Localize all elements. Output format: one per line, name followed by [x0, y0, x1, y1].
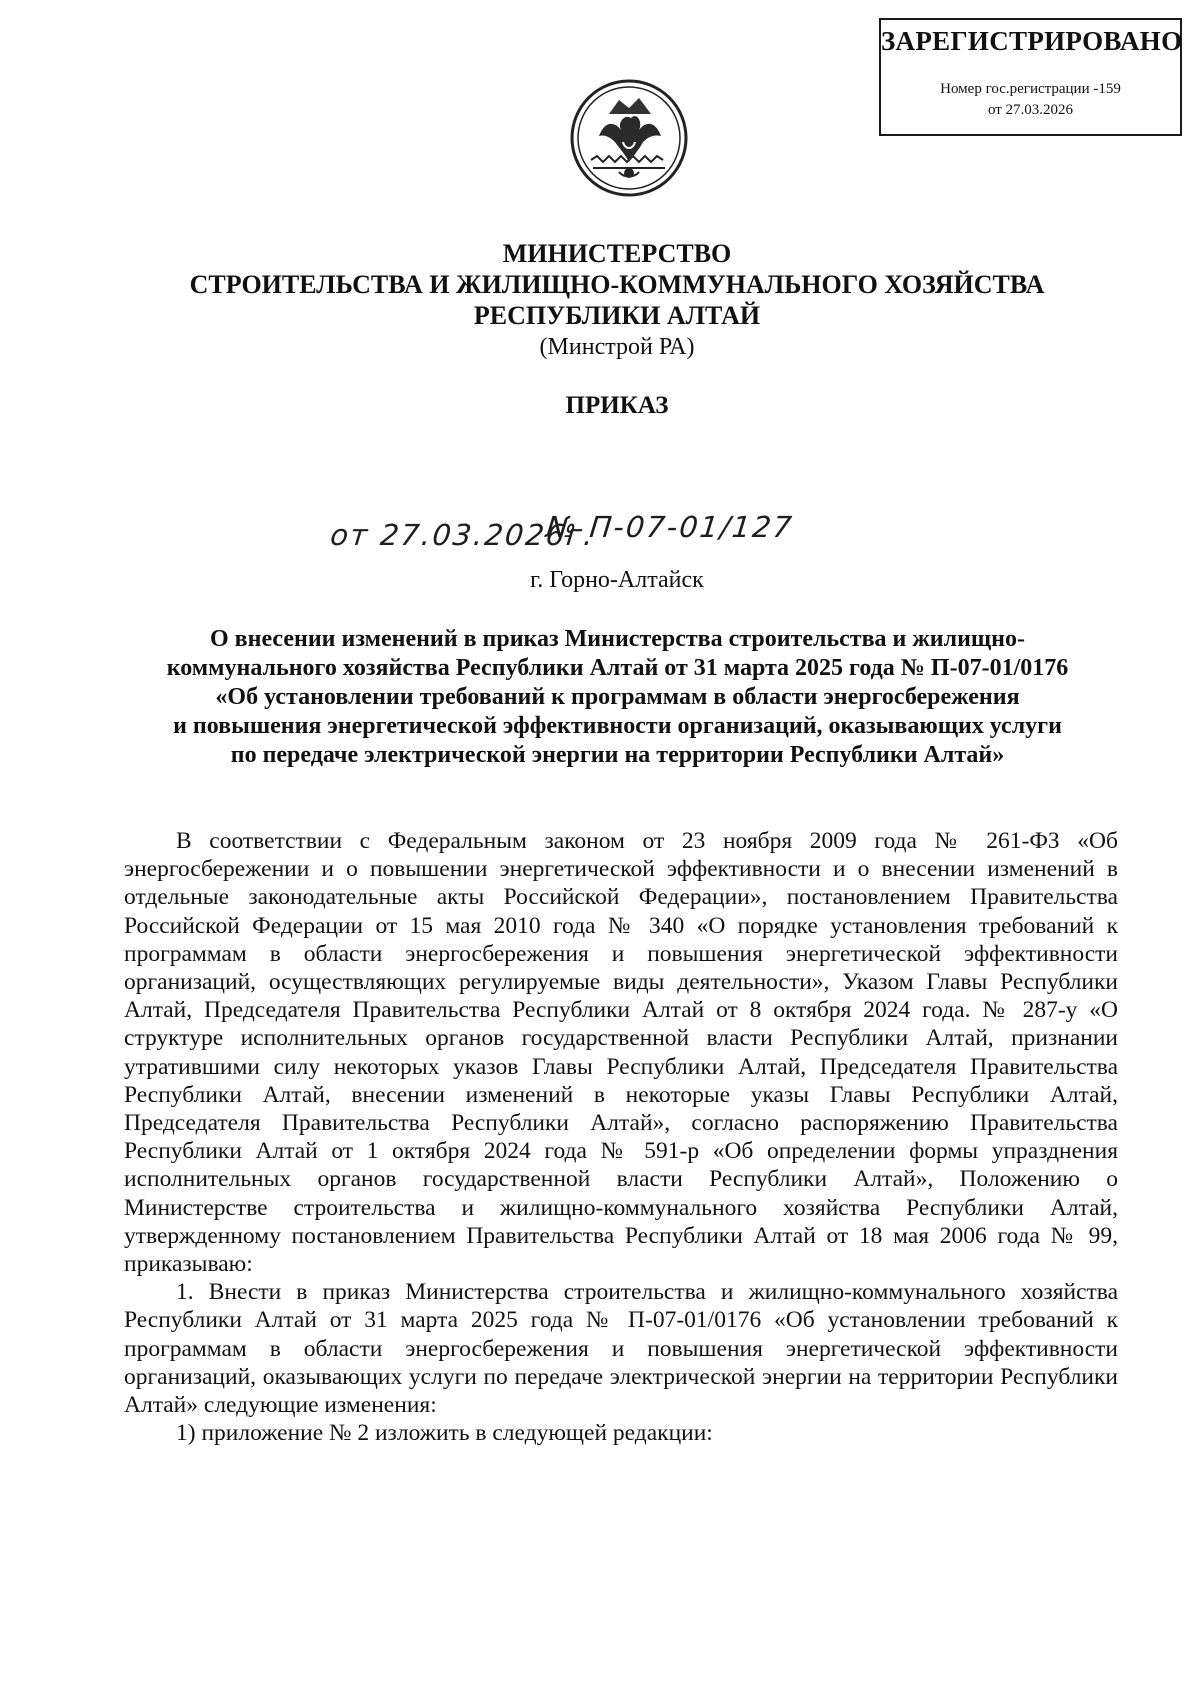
title-line: по передаче электрической энергии на территории Республики Алтай» [230, 742, 1005, 768]
handwritten-order-number: № П-07-01/127 [544, 510, 796, 544]
handwritten-date: от 27.03.2026г. [328, 518, 597, 552]
order-body [124, 827, 1118, 1447]
stamp-registration-number: Номер гос.регистрации -159 [940, 81, 1121, 97]
title-line: и повышения энергетической эффективности организаций, оказывающих услуги [173, 713, 1062, 739]
body-paragraph: 1) приложение № 2 изложить в следующей редакции: [176, 1420, 713, 1447]
document-type: ПРИКАЗ [565, 392, 669, 419]
registration-stamp [879, 18, 1182, 136]
title-line: коммунального хозяйства Республики Алтай от 31 марта 2025 года № П-07-01/0176 [166, 655, 1069, 681]
body-paragraph: В соответствии с Федеральным законом от 23 ноября 2009 года № 261-ФЗ «Об энергосбережении и о повышении энергетической эффективности и о внесении изменений в отдельные законодательные акты Российской Федерации», постановлением Правительства Российской Федерации от 15 мая 2010 года № 340 «О порядке установления требований к программам в области энергосбережения и повышения энергетической эффективности организаций, осуществляющих регулируемые виды деятельности», Указом Главы Республики Алтай, Председателя Правительства Республики Алтай от 8 октября 2024 года. № 287-у «О структуре исполнительных органов государственной власти Республики Алтай, признании утратившими силу некоторых указов Главы Республики Алтай, Председателя Правительства Республики Алтай, внесении изменений в некоторые указы Главы Республики Алтай, Председателя Правительства Республики Алтай», согласно распоряжению Правительства Республики Алтай от 1 октября 2024 года № 591-р «Об определении формы упразднения исполнительных органов государственной власти Республики Алтай», Положению о Министерстве строительства и жилищно-коммунального хозяйства Республики Алтай, утвержденному постановлением Правительства Республики Алтай от 18 мая 2006 года № 99, приказываю: [124, 828, 1118, 1278]
altai-coat-of-arms-icon [569, 78, 689, 198]
title-line: О внесении изменений в приказ Министерства строительства и жилищно- [210, 626, 1025, 652]
stamp-title: ЗАРЕГИСТРИРОВАНО [881, 26, 1183, 56]
ministry-name-line-2: СТРОИТЕЛЬСТВА И ЖИЛИЩНО-КОММУНАЛЬНОГО ХОЗЯЙСТВА [189, 270, 1045, 299]
ministry-short-name: (Минстрой РА) [539, 334, 695, 360]
body-paragraph: 1. Внести в приказ Министерства строительства и жилищно-коммунального хозяйства Республики Алтай от 31 марта 2025 года № П-07-01/0176 «Об установлении требований к программам в области энергосбережения и повышения энергетической эффективности организаций, оказывающих услуги по передаче электрической энергии на территории Республики Алтай» следующие изменения: [124, 1279, 1118, 1419]
handwritten-date-number [327, 508, 854, 572]
stamp-registration-date: от 27.03.2026 [987, 102, 1074, 118]
ministry-name-line-3: РЕСПУБЛИКИ АЛТАЙ [473, 301, 761, 330]
ministry-name-line-1: МИНИСТЕРСТВО [502, 239, 732, 268]
title-line: «Об установлении требований к программам в области энергосбережения [215, 684, 1020, 710]
ministry-header [0, 238, 1200, 363]
order-title [115, 625, 1120, 770]
city: г. Горно-Алтайск [530, 567, 704, 593]
